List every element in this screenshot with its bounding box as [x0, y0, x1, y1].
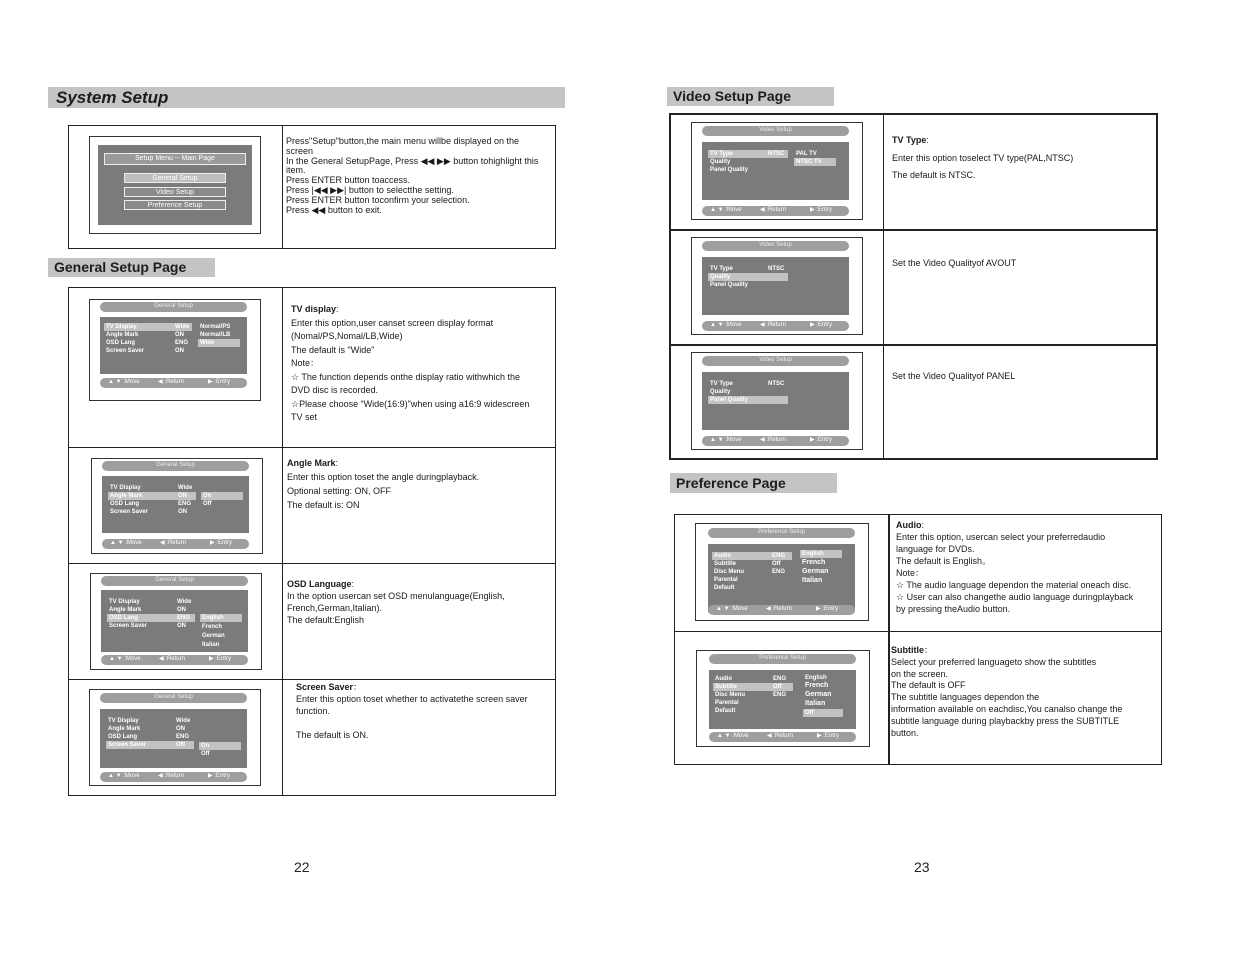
nav-hint: ◀ :Return — [158, 773, 184, 779]
nav-hint: ▲ ▼ :Move — [110, 540, 142, 546]
text-line: function. — [296, 706, 331, 716]
subtitle-text — [891, 645, 1159, 739]
text-line: ☆ The function depends onthe display ratio withwhich the — [291, 371, 521, 382]
osd-menu-cell[interactable]: Screen Saver — [106, 348, 145, 354]
osd-menu-cell[interactable]: Off — [773, 684, 782, 690]
text-line: The default is English。 — [896, 556, 992, 566]
osd-menu-cell[interactable]: Wide — [198, 339, 240, 347]
text-line: information available on eachdisc,You canalso change the — [891, 703, 1123, 714]
panel-quality-text: Set the Video Qualityof PANEL — [892, 371, 1016, 381]
osd-menu-cell[interactable]: Angle Mark — [106, 332, 139, 338]
osd-menu-cell[interactable]: German — [202, 633, 225, 639]
system-setup-table — [68, 125, 556, 249]
text-line: French,German,Italian). — [287, 603, 383, 613]
text-line: The subtitle languages dependon the — [891, 692, 1040, 703]
nav-hint: ▶ :Entry — [208, 379, 230, 385]
nav-hint: ▶ :Entry — [810, 322, 832, 328]
osd-menu-cell[interactable]: On — [199, 742, 241, 750]
osd-menu-cell[interactable]: ENG — [772, 569, 786, 575]
nav-hint: ▲ ▼ :Move — [108, 773, 140, 779]
text-line: Angle Mark: — [287, 458, 339, 468]
preference-screen-subtitle: Preference Setup Audio Subtitle Disc Menu Parental Default ENG Off ENG English French German Italian Off ▲ ▼ :Move ◀ :Return ▶ :Entry — [696, 650, 870, 747]
text-line: Press ◀◀ button to exit. — [286, 204, 382, 215]
text-line: Optional setting: ON, OFF — [287, 486, 392, 496]
audio-text — [896, 519, 1160, 615]
text-line: Press ENTER button toaccess. — [286, 175, 411, 186]
osd-menu-cell[interactable]: ENG — [176, 734, 190, 740]
nav-hint: ◀ :Return — [760, 437, 786, 443]
video-setup-screen-panel-quality: Video Setup TV Type Quality Panel Quality NTSC ▲ ▼ :Move ◀ :Return ▶ :Entry — [691, 352, 863, 450]
text-line: Screen Saver： — [296, 682, 363, 692]
osd-menu-cell[interactable]: Panel Quality — [708, 396, 788, 404]
video-setup-screen-quality: Video Setup TV Type Quality Panel Quality NTSC ▲ ▼ :Move ◀ :Return ▶ :Entry — [691, 237, 863, 335]
text-line: button. — [891, 727, 919, 738]
preference-header: Preference Page — [670, 473, 837, 493]
general-setup-screen-angle-mark: General Setup TV Display Angle Mark OSD Lang Screen Saver Wide ON ENG ON On Off ▲ ▼ :Move ◀ :Return ▶ :Entry — [91, 458, 263, 554]
text-line: Select your preferred languageto show the subtitles — [891, 656, 1097, 667]
nav-hint: ▲ ▼ :Move — [716, 606, 748, 612]
text-line: Enter this option toset the angle duringplayback. — [287, 472, 480, 482]
osd-menu-cell[interactable]: TV Display — [108, 718, 139, 724]
text-line: (Nomal/PS,Nomal/LB,Wide) — [291, 331, 403, 341]
osd-menu-cell[interactable]: Off — [772, 561, 781, 567]
text-line: Note： — [896, 568, 925, 578]
text-line: language for DVDs. — [896, 544, 975, 554]
osd-menu-cell[interactable]: NTSC — [768, 381, 785, 387]
screen-saver-text — [296, 681, 554, 741]
osd-menu-cell[interactable]: Angle Mark — [108, 492, 196, 500]
text-line: The default:English — [287, 615, 365, 625]
osd-menu-cell[interactable]: English — [200, 614, 242, 622]
nav-hint: ▲ ▼ :Move — [717, 733, 749, 739]
osd-menu-cell[interactable]: ENG — [178, 501, 192, 507]
osd-menu-cell[interactable]: Screen Saver — [110, 509, 149, 515]
text-line: ☆ The audio language dependon the material oneach disc. — [896, 580, 1132, 590]
osd-menu-cell[interactable]: ENG — [177, 615, 191, 621]
text-line: ☆ User can also changethe audio language duringplayback — [896, 592, 1134, 602]
text-line: In the option usercan set OSD menulanguage(English, — [287, 591, 505, 601]
nav-hint: ▲ ▼ :Move — [710, 437, 742, 443]
osd-menu-cell[interactable]: Default — [715, 708, 736, 714]
general-setup-header: General Setup Page — [48, 258, 215, 277]
osd-menu-cell[interactable]: Off — [201, 751, 210, 757]
text-line: TV display: — [291, 304, 339, 314]
text-line: Audio: — [896, 520, 925, 530]
menu-item-preference-setup[interactable]: Preference Setup — [124, 200, 226, 210]
osd-menu-cell[interactable]: TV Type — [708, 150, 788, 158]
text-line: DVD disc is recorded. — [291, 385, 379, 395]
osd-menu-cell[interactable]: Default — [714, 585, 735, 591]
nav-hint: ▶ :Entry — [817, 733, 839, 739]
osd-menu-cell[interactable]: ENG — [773, 676, 787, 682]
osd-menu-cell[interactable]: Wide — [177, 599, 192, 605]
osd-menu-cell[interactable]: Normal/PS — [200, 324, 231, 330]
nav-hint: ▲ ▼ :Move — [108, 379, 140, 385]
nav-hint: ▲ ▼ :Move — [710, 207, 742, 213]
osd-menu-cell[interactable]: Off — [203, 501, 212, 507]
osd-menu-cell[interactable]: Quality — [710, 389, 731, 395]
nav-hint: ◀ :Return — [160, 540, 186, 546]
screen-title: General Setup — [100, 302, 247, 312]
text-line: In the General SetupPage, Press ◀◀ ▶▶ button tohighlight this — [286, 155, 539, 166]
general-setup-screen-osd-lang: General Setup TV Display Angle Mark OSD Lang Screen Saver Wide ON ENG ON English French German Italian ▲ ▼ :Move ◀ :Return ▶ :Entry — [90, 573, 262, 670]
osd-menu-cell[interactable]: ON — [178, 509, 187, 515]
nav-hint: ▶ :Entry — [209, 656, 231, 662]
text-line: on the screen. — [891, 668, 949, 679]
osd-menu-cell[interactable]: ON — [176, 742, 185, 748]
text-line: TV Type: — [892, 135, 929, 145]
text-line: The default is ON. — [296, 730, 369, 740]
osd-menu-cell[interactable]: Disc Menu — [715, 692, 746, 698]
text-line: TV set — [291, 412, 318, 422]
osd-menu-cell[interactable]: Panel Quality — [710, 282, 749, 288]
system-setup-header: System Setup — [48, 87, 565, 108]
osd-menu-cell[interactable]: ON — [178, 493, 187, 499]
text-line: OSD Language: — [287, 579, 355, 589]
osd-menu-cell[interactable]: ON — [176, 726, 185, 732]
general-setup-screen-tv-display — [89, 299, 261, 401]
menu-item-general-setup[interactable]: General Setup — [124, 173, 226, 183]
nav-bar — [100, 378, 247, 388]
text-line — [296, 717, 554, 729]
video-setup-table — [669, 113, 1158, 460]
text-line: Press |◀◀ ▶▶| button to selectthe setting. — [286, 184, 454, 195]
text-line: Enter this option,user canset screen display format — [291, 317, 494, 328]
osd-menu-cell[interactable]: Disc Menu — [714, 569, 745, 575]
nav-hint: ◀ :Return — [159, 656, 185, 662]
osd-menu-cell[interactable]: Audio — [712, 552, 792, 560]
osd-menu-cell[interactable]: Italian — [805, 700, 826, 707]
osd-menu-cell[interactable]: Normal/LB — [200, 332, 231, 338]
osd-menu-cell[interactable]: ON — [175, 348, 184, 354]
general-setup-table — [68, 287, 556, 796]
osd-menu-cell[interactable]: Parental — [714, 577, 738, 583]
nav-hint: ▶ :Entry — [210, 540, 232, 546]
osd-menu-cell[interactable]: Subtitle — [713, 683, 793, 691]
osd-menu-cell[interactable]: ENG — [772, 553, 786, 559]
nav-hint: ◀ :Return — [760, 207, 786, 213]
osd-menu-cell[interactable]: TV Display — [104, 323, 192, 331]
osd-menu-cell[interactable]: Subtitle — [714, 561, 736, 567]
osd-menu-cell[interactable]: German — [805, 691, 832, 698]
osd-menu-cell[interactable]: French — [805, 682, 829, 689]
osd-menu-cell[interactable]: Wide — [175, 324, 190, 330]
nav-hint: ◀ :Return — [760, 322, 786, 328]
osd-menu-cell[interactable]: ON — [175, 332, 184, 338]
osd-menu-cell[interactable]: Wide — [178, 485, 193, 491]
osd-menu-cell[interactable]: ENG — [773, 692, 787, 698]
general-setup-screen-screen-saver: General Setup TV Display Angle Mark OSD Lang Screen Saver Wide ON ENG ON On Off ▲ ▼ :Move ◀ :Return ▶ :Entry — [89, 689, 261, 786]
text-line: screen — [286, 145, 314, 156]
osd-menu-cell[interactable]: PAL TV — [796, 151, 817, 157]
osd-menu-cell[interactable]: Quality — [710, 159, 731, 165]
osd-menu-cell[interactable]: OSD Lang — [110, 501, 140, 507]
text-line: Enter this option, usercan select your preferredaudio — [896, 532, 1106, 542]
osd-menu-cell[interactable]: Angle Mark — [108, 726, 141, 732]
osd-menu-cell[interactable]: Quality — [708, 273, 788, 281]
osd-menu-cell[interactable]: TV Type — [710, 266, 733, 272]
nav-hint: ▶ :Entry — [816, 606, 838, 612]
quality-text: Set the Video Qualityof AVOUT — [892, 258, 1017, 268]
system-setup-text — [286, 137, 552, 215]
nav-hint: ▶ :Entry — [810, 437, 832, 443]
text-line: by pressing theAudio button. — [896, 604, 1011, 614]
osd-menu-cell[interactable]: French — [802, 559, 826, 566]
nav-hint: ◀ :Return — [766, 606, 792, 612]
osd-menu-cell[interactable]: TV Display — [109, 599, 140, 605]
osd-menu-cell[interactable]: ENG — [175, 340, 189, 346]
preference-table — [674, 514, 1162, 765]
text-line: The default is: ON — [287, 500, 360, 510]
osd-menu-cell[interactable]: Italian — [802, 577, 823, 584]
osd-menu-cell[interactable]: OSD Lang — [108, 734, 138, 740]
text-line: Enter this option toset whether to activatethe screen saver — [296, 694, 528, 704]
nav-hint: ◀ :Return — [158, 379, 184, 385]
osd-menu-cell[interactable]: ON — [177, 607, 186, 613]
text-line: item. — [286, 165, 306, 176]
osd-menu-cell[interactable]: Screen Saver — [106, 741, 194, 749]
osd-menu-cell[interactable]: Panel Quality — [710, 167, 749, 173]
text-line: Note： — [291, 358, 320, 368]
text-line: subtitle language during playbackby press the SUBTITLE — [891, 715, 1120, 726]
osd-menu-cell[interactable]: German — [802, 568, 829, 575]
osd-menu-cell[interactable]: NTSC — [768, 151, 785, 157]
main-menu-screen — [89, 136, 261, 234]
osd-menu-cell[interactable]: Parental — [715, 700, 739, 706]
nav-hint: ◀ :Return — [767, 733, 793, 739]
preference-screen-audio: Preference Setup Audio Subtitle Disc Menu Parental Default ENG Off ENG English French German Italian ▲ ▼ :Move ◀ :Return ▶ :Entry — [695, 523, 869, 621]
menu-item-video-setup[interactable]: Video Setup — [124, 187, 226, 197]
osd-menu-cell[interactable]: Angle Mark — [109, 607, 142, 613]
osd-menu-cell[interactable]: NTSC TV — [794, 158, 836, 166]
nav-hint: ▲ ▼ :Move — [109, 656, 141, 662]
text-line: Press ENTER button toconfirm your selection. — [286, 194, 470, 205]
osd-menu-cell[interactable]: NTSC — [768, 266, 785, 272]
osd-menu-cell[interactable]: TV Type — [710, 381, 733, 387]
video-setup-screen-tv-type: Video Setup TV Type Quality Panel Quality NTSC PAL TV NTSC TV ▲ ▼ :Move ◀ :Return ▶ :Entry — [691, 122, 863, 220]
osd-menu-cell[interactable]: Off — [803, 709, 843, 717]
text-line: Subtitle： — [891, 645, 934, 655]
osd-menu-cell[interactable]: On — [201, 492, 243, 500]
osd-menu-cell[interactable]: English — [805, 675, 827, 681]
osd-menu-cell[interactable]: Wide — [176, 718, 191, 724]
angle-mark-text — [287, 456, 551, 512]
nav-hint: ▶ :Entry — [208, 773, 230, 779]
text-line: The default is NTSC. — [892, 170, 976, 180]
osd-menu-cell[interactable]: English — [800, 550, 842, 558]
tv-type-text — [892, 132, 1154, 185]
main-menu-title: Setup Menu -- Main Page — [104, 153, 246, 165]
text-line: Enter this option toselect TV type(PAL,NTSC) — [892, 152, 1074, 163]
osd-menu-cell[interactable]: ON — [177, 623, 186, 629]
nav-hint: ▲ ▼ :Move — [710, 322, 742, 328]
osd-lang-text — [287, 578, 551, 626]
osd-menu-cell[interactable]: French — [202, 624, 223, 630]
osd-menu-cell[interactable]: Italian — [202, 642, 220, 648]
text-line: The default is OFF — [891, 680, 966, 691]
page-number-left: 22 — [294, 859, 310, 875]
nav-hint: ▶ :Entry — [810, 207, 832, 213]
osd-menu-cell[interactable]: Screen Saver — [109, 623, 148, 629]
osd-menu-cell[interactable]: Audio — [715, 676, 732, 682]
page-number-right: 23 — [914, 859, 930, 875]
text-line: The default is "Wide" — [291, 344, 375, 355]
text-line: ☆Please choose “Wide(16:9)"when using a16:9 widescreen — [291, 398, 530, 409]
osd-menu-cell[interactable]: OSD Lang — [107, 614, 195, 622]
text-line: Press"Setup"button,the main menu willbe displayed on the — [286, 136, 520, 146]
osd-menu-cell[interactable]: OSD Lang — [106, 340, 136, 346]
tv-display-text — [291, 303, 553, 425]
osd-menu-cell[interactable]: TV Display — [110, 485, 141, 491]
video-setup-header: Video Setup Page — [667, 87, 834, 106]
